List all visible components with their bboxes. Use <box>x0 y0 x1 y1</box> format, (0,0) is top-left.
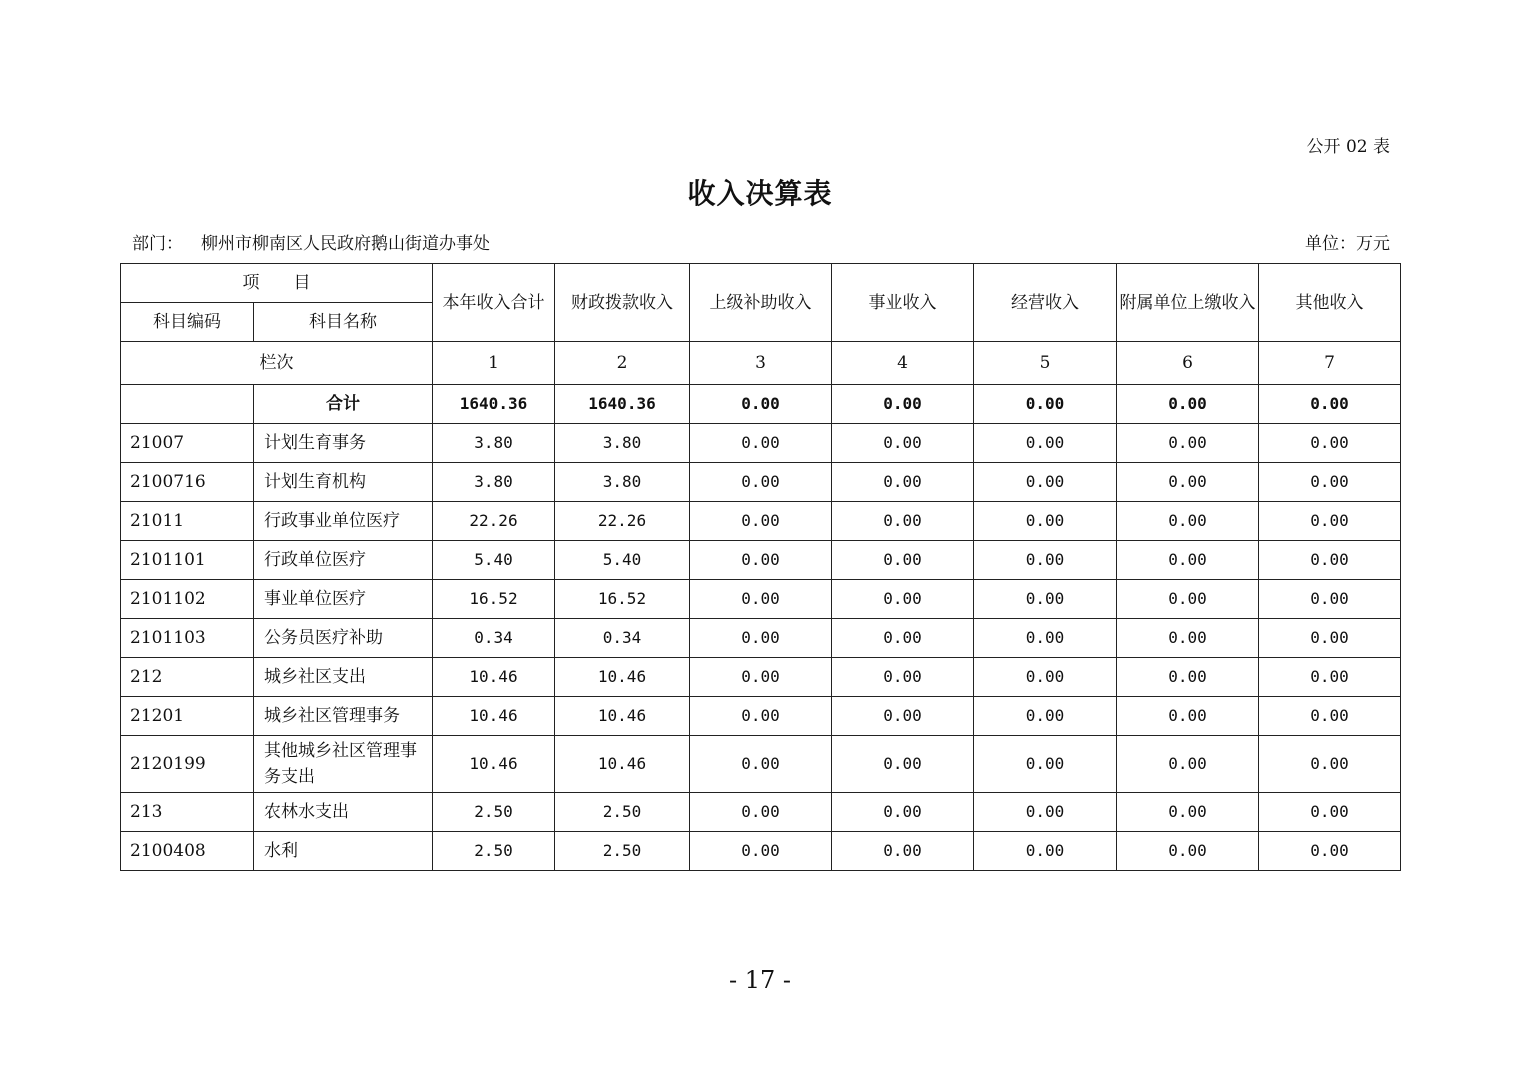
header-subject-code: 科目编码 <box>121 303 254 342</box>
amount-cell: 0.00 <box>690 697 832 736</box>
page-title: 收入决算表 <box>687 177 833 210</box>
amount-cell: 0.00 <box>690 619 832 658</box>
subject-name: 计划生育机构 <box>254 463 433 502</box>
amount-cell: 16.52 <box>555 580 690 619</box>
amount-cell: 0.00 <box>832 736 974 793</box>
column-number: 6 <box>1117 342 1259 385</box>
amount-cell: 0.00 <box>832 463 974 502</box>
department-name: 柳州市柳南区人民政府鹅山街道办事处 <box>201 234 490 254</box>
amount-cell: 0.00 <box>1117 658 1259 697</box>
subject-name: 行政事业单位医疗 <box>254 502 433 541</box>
amount-cell: 0.00 <box>1259 541 1401 580</box>
table-row <box>121 502 1401 541</box>
unit-label: 单位：万元 <box>1305 234 1390 254</box>
amount-cell: 0.00 <box>1117 463 1259 502</box>
subject-name: 事业单位医疗 <box>254 580 433 619</box>
amount-cell: 0.34 <box>433 619 555 658</box>
amount-cell: 0.00 <box>832 793 974 832</box>
amount-cell: 2.50 <box>555 832 690 871</box>
subject-code: 21007 <box>121 424 254 463</box>
table-row <box>121 541 1401 580</box>
header-total: 本年收入合计 <box>433 264 555 342</box>
amount-cell: 0.00 <box>690 580 832 619</box>
subject-code: 2100716 <box>121 463 254 502</box>
amount-cell: 0.00 <box>1259 463 1401 502</box>
table-body <box>121 424 1401 871</box>
table-row <box>121 736 1401 793</box>
amount-cell: 2.50 <box>555 793 690 832</box>
amount-cell: 0.00 <box>974 697 1117 736</box>
subject-code: 21011 <box>121 502 254 541</box>
subject-code: 2101103 <box>121 619 254 658</box>
subject-code: 2100408 <box>121 832 254 871</box>
amount-cell: 0.00 <box>690 793 832 832</box>
amount-cell: 10.46 <box>433 697 555 736</box>
amount-cell: 0.00 <box>974 736 1117 793</box>
column-number: 4 <box>832 342 974 385</box>
amount-cell: 0.00 <box>974 793 1117 832</box>
table-row <box>121 463 1401 502</box>
column-number: 2 <box>555 342 690 385</box>
department-label: 部门： <box>132 234 183 254</box>
page-number: - 17 - <box>728 966 791 994</box>
amount-cell: 0.00 <box>1117 832 1259 871</box>
amount-cell: 2.50 <box>433 793 555 832</box>
amount-cell: 0.00 <box>1117 736 1259 793</box>
amount-cell: 0.00 <box>832 502 974 541</box>
amount-cell: 0.00 <box>1259 424 1401 463</box>
table-row <box>121 658 1401 697</box>
amount-cell: 0.00 <box>832 832 974 871</box>
subject-name: 计划生育事务 <box>254 424 433 463</box>
amount-cell: 0.00 <box>690 502 832 541</box>
amount-cell: 0.00 <box>974 463 1117 502</box>
amount-cell: 0.00 <box>974 502 1117 541</box>
amount-cell: 0.00 <box>832 424 974 463</box>
subject-code: 2101102 <box>121 580 254 619</box>
column-number: 5 <box>974 342 1117 385</box>
header-item: 项 目 <box>121 264 433 303</box>
total-code-cell <box>121 385 254 424</box>
header-subject-name: 科目名称 <box>254 303 433 342</box>
subject-name: 城乡社区管理事务 <box>254 697 433 736</box>
amount-cell: 10.46 <box>433 736 555 793</box>
department-line <box>132 229 490 254</box>
amount-cell: 0.00 <box>974 832 1117 871</box>
amount-cell: 0.00 <box>1259 502 1401 541</box>
amount-cell: 0.00 <box>1117 619 1259 658</box>
subject-code: 2101101 <box>121 541 254 580</box>
amount-cell: 3.80 <box>433 463 555 502</box>
amount-cell: 3.80 <box>433 424 555 463</box>
amount-cell: 5.40 <box>555 541 690 580</box>
total-value: 0.00 <box>974 385 1117 424</box>
subject-code: 21201 <box>121 697 254 736</box>
column-number: 1 <box>433 342 555 385</box>
column-label: 栏次 <box>121 342 433 385</box>
amount-cell: 3.80 <box>555 463 690 502</box>
total-value: 1640.36 <box>555 385 690 424</box>
amount-cell: 0.00 <box>1117 424 1259 463</box>
amount-cell: 10.46 <box>433 658 555 697</box>
total-value: 0.00 <box>832 385 974 424</box>
amount-cell: 0.34 <box>555 619 690 658</box>
column-number-row <box>121 342 1401 385</box>
total-value: 1640.36 <box>433 385 555 424</box>
header-superior: 上级补助收入 <box>690 264 832 342</box>
subject-name: 农林水支出 <box>254 793 433 832</box>
amount-cell: 0.00 <box>1117 580 1259 619</box>
subject-code: 213 <box>121 793 254 832</box>
amount-cell: 10.46 <box>555 658 690 697</box>
amount-cell: 0.00 <box>1259 697 1401 736</box>
total-value: 0.00 <box>1259 385 1401 424</box>
total-value: 0.00 <box>1117 385 1259 424</box>
amount-cell: 0.00 <box>832 541 974 580</box>
amount-cell: 0.00 <box>832 580 974 619</box>
amount-cell: 22.26 <box>555 502 690 541</box>
header-other: 其他收入 <box>1259 264 1401 342</box>
table-row <box>121 697 1401 736</box>
amount-cell: 3.80 <box>555 424 690 463</box>
subject-code: 212 <box>121 658 254 697</box>
header-affiliated: 附属单位上缴收入 <box>1117 264 1259 342</box>
amount-cell: 0.00 <box>690 832 832 871</box>
header-business: 事业收入 <box>832 264 974 342</box>
total-row <box>121 385 1401 424</box>
amount-cell: 0.00 <box>832 697 974 736</box>
amount-cell: 10.46 <box>555 697 690 736</box>
income-table <box>120 263 1401 871</box>
amount-cell: 0.00 <box>974 619 1117 658</box>
amount-cell: 2.50 <box>433 832 555 871</box>
header-operating: 经营收入 <box>974 264 1117 342</box>
amount-cell: 0.00 <box>1259 793 1401 832</box>
subject-code: 2120199 <box>121 736 254 793</box>
amount-cell: 0.00 <box>1117 541 1259 580</box>
amount-cell: 0.00 <box>1259 736 1401 793</box>
amount-cell: 16.52 <box>433 580 555 619</box>
table-row <box>121 424 1401 463</box>
amount-cell: 0.00 <box>1117 502 1259 541</box>
amount-cell: 0.00 <box>690 736 832 793</box>
amount-cell: 22.26 <box>433 502 555 541</box>
amount-cell: 0.00 <box>690 658 832 697</box>
amount-cell: 0.00 <box>1259 619 1401 658</box>
amount-cell: 0.00 <box>974 424 1117 463</box>
amount-cell: 0.00 <box>1259 580 1401 619</box>
amount-cell: 0.00 <box>1117 697 1259 736</box>
amount-cell: 0.00 <box>974 658 1117 697</box>
total-value: 0.00 <box>690 385 832 424</box>
amount-cell: 0.00 <box>974 541 1117 580</box>
amount-cell: 0.00 <box>690 424 832 463</box>
amount-cell: 0.00 <box>690 463 832 502</box>
table-row <box>121 580 1401 619</box>
header-row <box>121 264 1401 303</box>
table-row <box>121 832 1401 871</box>
amount-cell: 0.00 <box>974 580 1117 619</box>
amount-cell: 0.00 <box>690 541 832 580</box>
subject-name: 城乡社区支出 <box>254 658 433 697</box>
subject-name: 行政单位医疗 <box>254 541 433 580</box>
amount-cell: 0.00 <box>1259 832 1401 871</box>
subject-name: 水利 <box>254 832 433 871</box>
amount-cell: 0.00 <box>1117 793 1259 832</box>
amount-cell: 10.46 <box>555 736 690 793</box>
table-row <box>121 619 1401 658</box>
amount-cell: 0.00 <box>832 658 974 697</box>
total-label: 合计 <box>254 385 433 424</box>
amount-cell: 0.00 <box>1259 658 1401 697</box>
column-number: 3 <box>690 342 832 385</box>
subject-name: 其他城乡社区管理事务支出 <box>254 736 433 793</box>
subject-name: 公务员医疗补助 <box>254 619 433 658</box>
amount-cell: 5.40 <box>433 541 555 580</box>
header-fiscal: 财政拨款收入 <box>555 264 690 342</box>
amount-cell: 0.00 <box>832 619 974 658</box>
column-number: 7 <box>1259 342 1401 385</box>
table-row <box>121 793 1401 832</box>
form-code: 公开 02 表 <box>1306 137 1390 157</box>
